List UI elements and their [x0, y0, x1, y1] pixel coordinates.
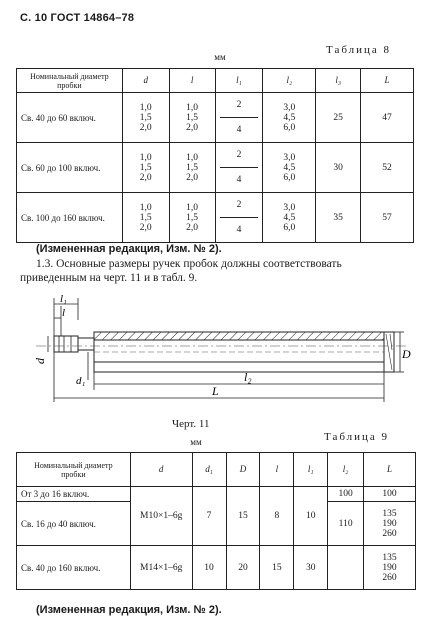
table8-head-d: d — [122, 69, 169, 93]
dim-l1-label: l₁ — [60, 293, 67, 305]
table8-head-l2: l₂ — [263, 69, 316, 93]
table8-caption: Таблица 8 — [326, 44, 392, 56]
drawing-figure-11 — [16, 290, 416, 408]
table9-cell-d1: 7 — [192, 487, 226, 546]
table-row — [17, 546, 416, 590]
note-revision-1: (Измененная редакция, Изм. № 2). — [36, 243, 222, 255]
drawing-caption: Черт. 11 — [172, 418, 210, 430]
table9-head-D: D — [226, 453, 260, 487]
table8-units: мм — [214, 52, 226, 62]
table9-cell-d: M14×1–6g — [130, 546, 192, 590]
note-revision-2: (Измененная редакция, Изм. № 2). — [36, 604, 222, 616]
table8-cell-d: 1,0 1,5 2,0 — [122, 193, 169, 243]
table8-cell-L: 52 — [361, 143, 414, 193]
paragraph-1-3-cont: приведенным на черт. 11 и в табл. 9. — [20, 272, 198, 284]
table9-head-l2: l₂ — [328, 453, 364, 487]
dim-d1-label: d₁ — [76, 375, 86, 387]
table9-row-label: Св. 16 до 40 включ. — [17, 502, 131, 546]
table-row — [17, 93, 414, 143]
table8-cell-l2: 3,0 4,5 6,0 — [263, 193, 316, 243]
paragraph-1-3: 1.3. Основные размеры ручек пробок должны соответствовать — [36, 258, 342, 270]
table9-cell-l2: 100 — [328, 487, 364, 502]
table8-row-label: Св. 100 до 160 включ. — [17, 193, 123, 243]
table9-row-label: Св. 40 до 160 включ. — [17, 546, 131, 590]
table9-cell-l2-empty — [328, 546, 364, 590]
table9-cell-L: 135 190 260 — [364, 502, 416, 546]
table8-head-L: L — [361, 69, 414, 93]
dim-d-label: d — [33, 358, 47, 364]
table9-cell-l1: 30 — [294, 546, 328, 590]
table9-units: мм — [190, 437, 202, 447]
table9-cell-L: 100 — [364, 487, 416, 502]
table9-cell-d: M10×1–6g — [130, 487, 192, 546]
table9-row-label: От 3 до 16 включ. — [17, 487, 131, 502]
table8-head-l3: l₃ — [316, 69, 361, 93]
table9-cell-l2: 110 — [328, 502, 364, 546]
table9-caption: Таблица 9 — [324, 431, 390, 443]
table8-cell-l3: 30 — [316, 143, 361, 193]
table8-head-l1: l₁ — [215, 69, 263, 93]
table9 — [16, 452, 416, 590]
table9-cell-D: 15 — [226, 487, 260, 546]
table8-head-diameter: Номинальный диаметр пробки — [17, 69, 123, 93]
table8-row-label: Св. 60 до 100 включ. — [17, 143, 123, 193]
table8-cell-l3: 25 — [316, 93, 361, 143]
table8-cell-d: 1,0 1,5 2,0 — [122, 93, 169, 143]
table9-head-l1: l₁ — [294, 453, 328, 487]
table8-cell-l2: 3,0 4,5 6,0 — [263, 143, 316, 193]
dim-L-label: L — [212, 384, 219, 398]
table9-head-diameter: Номинальный диаметр пробки — [17, 453, 131, 487]
table9-cell-d1: 10 — [192, 546, 226, 590]
table8-cell-d: 1,0 1,5 2,0 — [122, 143, 169, 193]
page-header: С. 10 ГОСТ 14864–78 — [20, 12, 135, 24]
table8-cell-l1: 2 4 — [215, 143, 263, 193]
table9-cell-l1: 10 — [294, 487, 328, 546]
table9-head-l: l — [260, 453, 294, 487]
dim-l-label: l — [62, 307, 66, 319]
table8-head-l: l — [169, 69, 215, 93]
table9-head-d: d — [130, 453, 192, 487]
table8-cell-l: 1,0 1,5 2,0 — [169, 93, 215, 143]
table9-cell-l: 15 — [260, 546, 294, 590]
dim-D-label: D — [402, 347, 411, 361]
table8-row-label: Св. 40 до 60 включ. — [17, 93, 123, 143]
table8-cell-l: 1,0 1,5 2,0 — [169, 143, 215, 193]
table-row — [17, 487, 416, 502]
table-row — [17, 193, 414, 243]
table8-cell-l1: 2 4 — [215, 93, 263, 143]
table8 — [16, 68, 414, 243]
dim-l2-label: l₂ — [244, 370, 252, 384]
table9-cell-l: 8 — [260, 487, 294, 546]
table8-cell-l1: 2 4 — [215, 193, 263, 243]
table9-cell-D: 20 — [226, 546, 260, 590]
table-row — [17, 143, 414, 193]
table8-cell-l2: 3,0 4,5 6,0 — [263, 93, 316, 143]
table9-head-d1: d₁ — [192, 453, 226, 487]
table8-cell-L: 57 — [361, 193, 414, 243]
table9-cell-L: 135 190 260 — [364, 546, 416, 590]
table9-head-L: L — [364, 453, 416, 487]
table8-cell-l3: 35 — [316, 193, 361, 243]
table8-cell-l: 1,0 1,5 2,0 — [169, 193, 215, 243]
table8-cell-L: 47 — [361, 93, 414, 143]
